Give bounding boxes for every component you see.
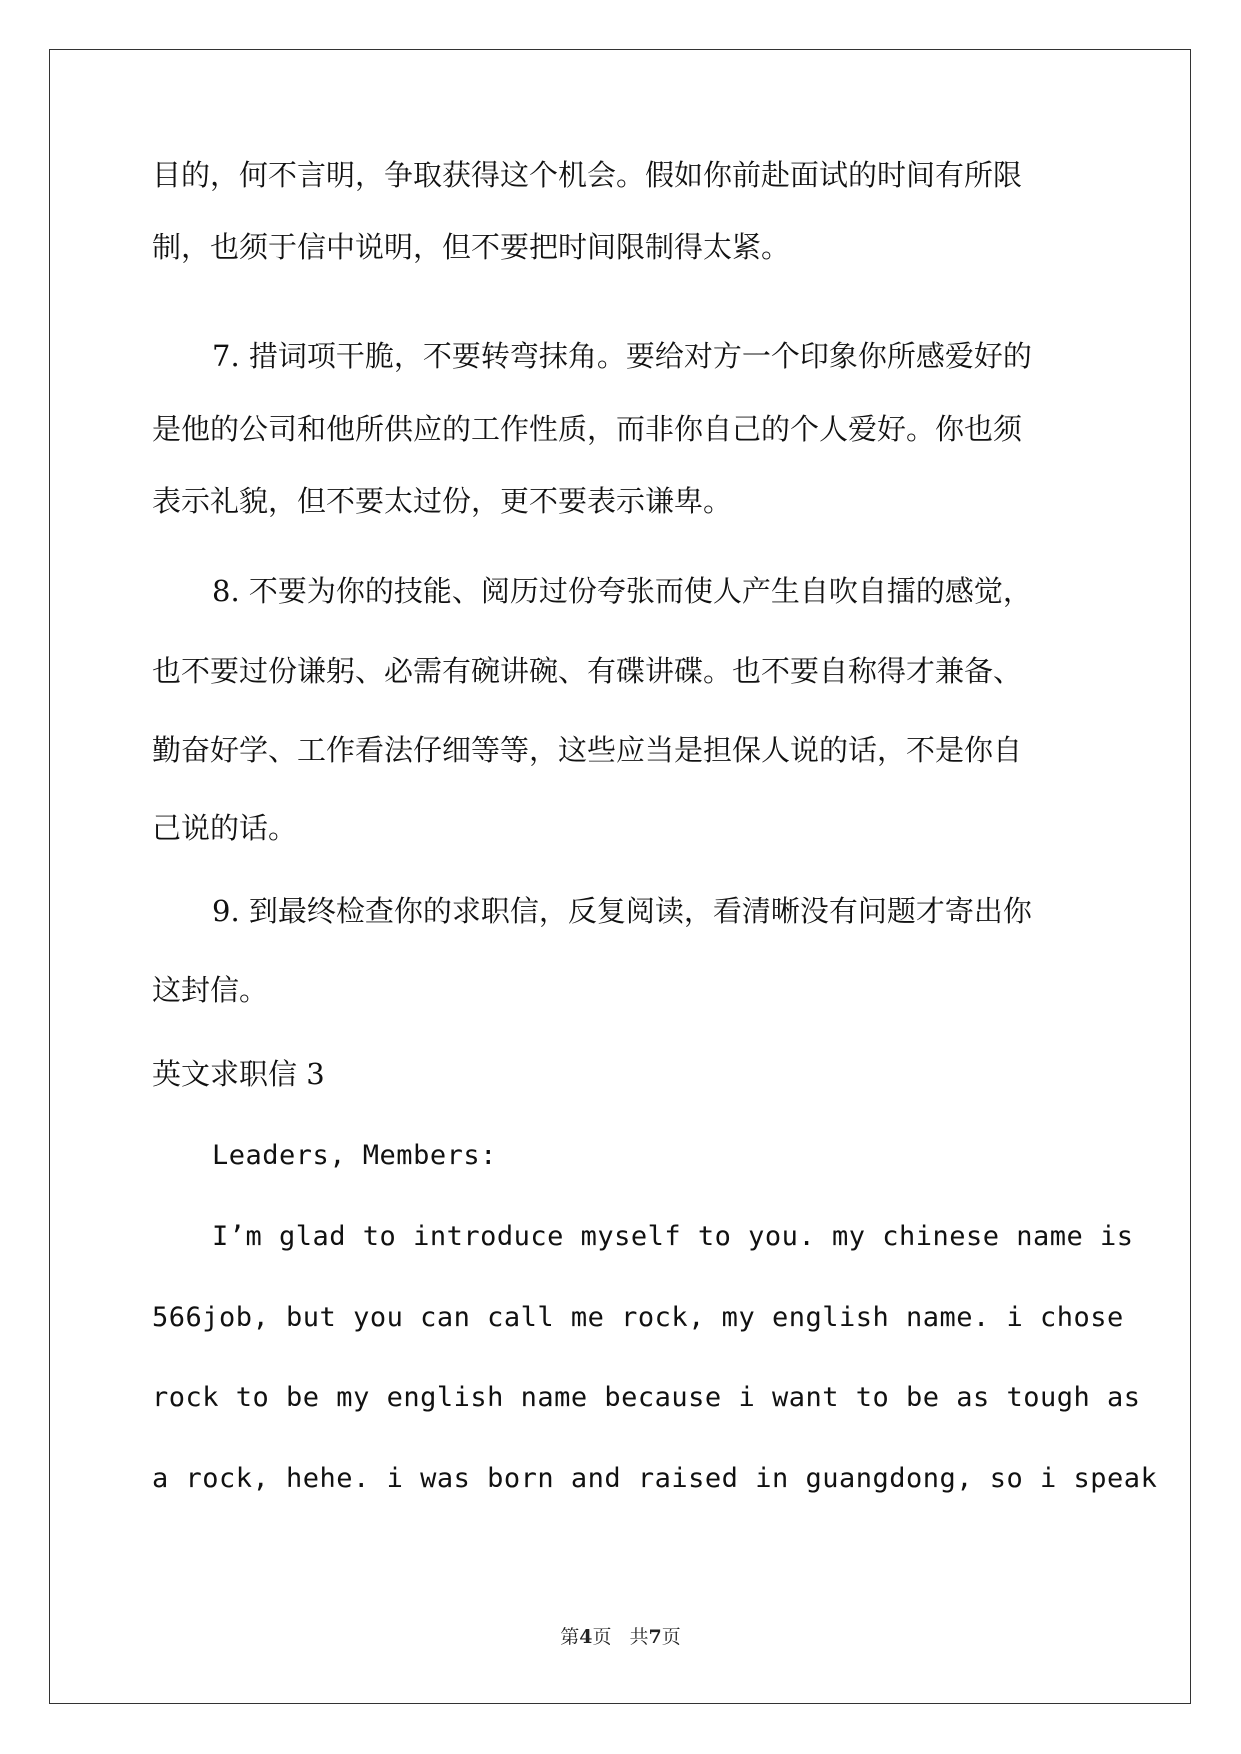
page-footer [0,1625,1241,1649]
english-line-3: rock to be my english name because i want to be as tough as [152,1382,1141,1413]
body-line-2: 制，也须于信中说明，但不要把时间限制得太紧。 [152,230,791,264]
english-line-1: I’m glad to introduce myself to you. my chinese name is [212,1221,1134,1252]
list-item-9-line-1: 9. 到最终检查你的求职信，反复阅读，看清晰没有问题才寄出你 [212,894,1032,928]
footer-total-prefix: 共 [629,1626,649,1648]
english-line-2: 566job, but you can call me rock, my english name. i chose [152,1302,1124,1333]
list-item-8-line-4: 己说的话。 [152,811,298,845]
footer-page-suffix: 页 [592,1626,612,1648]
list-item-7-line-3: 表示礼貌，但不要太过份，更不要表示谦卑。 [152,484,733,518]
footer-total-pages: 7 [648,1626,662,1648]
footer-page-prefix: 第 [560,1626,580,1648]
list-item-7-line-1: 7. 措词项干脆，不要转弯抹角。要给对方一个印象你所感爱好的 [212,339,1032,373]
list-item-8-line-1: 8. 不要为你的技能、阅历过份夸张而使人产生自吹自擂的感觉， [212,574,1032,608]
list-item-8-line-3: 勤奋好学、工作看法仔细等等，这些应当是担保人说的话，不是你自 [152,733,1023,767]
page-border [49,49,1191,1704]
salutation: Leaders, Members: [212,1140,497,1171]
list-item-9-line-2: 这封信。 [152,973,269,1007]
list-item-8-line-2: 也不要过份谦躬、必需有碗讲碗、有碟讲碟。也不要自称得才兼备、 [152,654,1023,688]
footer-page-number: 4 [579,1626,593,1648]
footer-total-suffix: 页 [661,1626,681,1648]
section-heading: 英文求职信 3 [152,1057,325,1091]
body-line-1: 目的，何不言明，争取获得这个机会。假如你前赴面试的时间有所限 [152,158,1023,192]
list-item-7-line-2: 是他的公司和他所供应的工作性质，而非你自己的个人爱好。你也须 [152,412,1023,446]
english-line-4: a rock, hehe. i was born and raised in guangdong, so i speak [152,1463,1158,1494]
